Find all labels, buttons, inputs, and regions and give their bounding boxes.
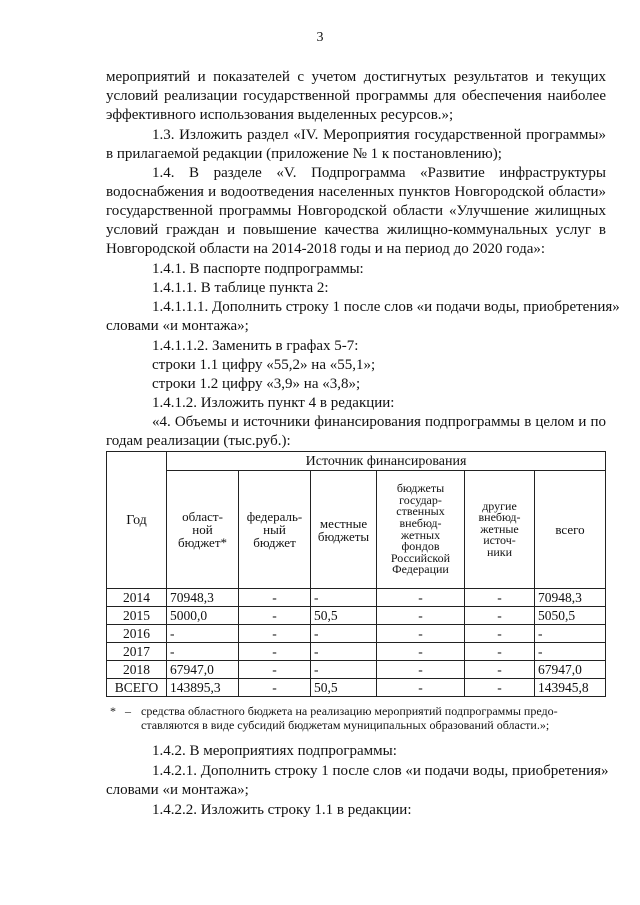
table-cell: 143945,8 [535,679,606,697]
table-cell: - [239,643,311,661]
table-row [107,589,606,607]
table-cell: 5000,0 [167,607,239,625]
table-cell: 2015 [107,607,167,625]
column-header: бюджеты государ- ственных внебюд- жетных фондов Российской Федерации [377,471,465,589]
table-row [107,661,606,679]
table-cell: 50,5 [311,607,377,625]
table-cell: - [239,607,311,625]
footnote-dash: – [125,704,131,718]
text-line: 1.4.1.1. В таблице пункта 2: [152,280,329,296]
column-header: другие внебюд- жетные источ- ники [465,471,535,589]
text-line: эффективного использования выделенных ресурсов.»; [106,107,454,123]
text-line: 1.4.1. В паспорте подпрограммы: [152,261,364,277]
text-line: словами «и монтажа»; [106,782,249,798]
table-cell: - [465,589,535,607]
table-cell: - [311,661,377,679]
footnote-line: ставляются в виде субсидий бюджетам муниципальных образований области.»; [141,718,550,732]
footnote-mark: * [110,704,116,718]
table-cell: - [239,625,311,643]
source-header: Источник финансирования [167,452,606,471]
table-cell: - [377,589,465,607]
year-header: Год [107,452,167,589]
financing-table [106,451,606,697]
text-line: годам реализации (тыс.руб.): [106,433,291,449]
table-cell: 2018 [107,661,167,679]
table-cell: 143895,3 [167,679,239,697]
table-cell: - [465,625,535,643]
table-cell: 70948,3 [167,589,239,607]
text-line: государственной программы Новгородской области «Улучшение жилищных [106,203,606,219]
text-line: 1.4.1.1.2. Заменить в графах 5-7: [152,338,359,354]
text-line: 1.4. В разделе «V. Подпрограмма «Развитие инфраструктуры [152,165,606,181]
text-line: условий реализации государственной программы для обеспечения наиболее [106,88,606,104]
footnote-line: средства областного бюджета на реализацию мероприятий подпрограммы предо- [141,704,558,718]
table-row [107,607,606,625]
table-cell: - [377,643,465,661]
table-cell: 67947,0 [535,661,606,679]
table-cell: - [311,589,377,607]
text-line: условий граждан и повышение качества жилищно-коммунальных услуг в [106,222,606,238]
text-line: в прилагаемой редакции (приложение № 1 к постановлению); [106,146,502,162]
table-cell: - [377,625,465,643]
text-line: Новгородской области на 2014-2018 годы и на период до 2020 года»: [106,241,546,257]
text-line: 1.4.2.2. Изложить строку 1.1 в редакции: [152,802,412,818]
table-cell: - [167,643,239,661]
column-header: местные бюджеты [311,471,377,589]
table-cell: 5050,5 [535,607,606,625]
text-line: 1.4.2. В мероприятиях подпрограммы: [152,743,397,759]
table-cell: - [465,607,535,625]
column-header: област- ной бюджет* [167,471,239,589]
table-cell: - [239,679,311,697]
table-cell: - [377,661,465,679]
table-cell: 2014 [107,589,167,607]
table-row [107,625,606,643]
table-cell: 70948,3 [535,589,606,607]
table-cell: 50,5 [311,679,377,697]
text-line: словами «и монтажа»; [106,318,249,334]
table-cell: 2017 [107,643,167,661]
table-cell: - [377,679,465,697]
table-row [107,643,606,661]
text-line: 1.4.1.2. Изложить пункт 4 в редакции: [152,395,395,411]
table-cell: 67947,0 [167,661,239,679]
column-header: федераль- ный бюджет [239,471,311,589]
text-line: мероприятий и показателей с учетом достигнутых результатов и текущих [106,69,606,85]
table-cell: ВСЕГО [107,679,167,697]
table-cell: - [465,643,535,661]
text-line: 1.4.1.1.1. Дополнить строку 1 после слов «и подачи воды, приобретения» [152,299,620,315]
table-cell: - [465,679,535,697]
table-row [107,679,606,697]
text-line: строки 1.1 цифру «55,2» на «55,1»; [152,357,376,373]
table-cell: - [167,625,239,643]
table-cell: - [311,643,377,661]
text-line: «4. Объемы и источники финансирования подпрограммы в целом и по [152,414,606,430]
table-cell: 2016 [107,625,167,643]
table-cell: - [465,661,535,679]
table-cell: - [377,607,465,625]
column-header: всего [535,471,606,589]
text-line: 1.4.2.1. Дополнить строку 1 после слов «и подачи воды, приобретения» [152,763,609,779]
table-cell: - [239,661,311,679]
table-cell: - [239,589,311,607]
text-line: 1.3. Изложить раздел «IV. Мероприятия государственной программы» [152,127,606,143]
table-cell: - [535,643,606,661]
text-line: строки 1.2 цифру «3,9» на «3,8»; [152,376,361,392]
text-line: водоснабжения и водоотведения населенных пунктов Новгородской области» [106,184,606,200]
page-number: 3 [316,30,324,45]
table-cell: - [311,625,377,643]
table-cell: - [535,625,606,643]
